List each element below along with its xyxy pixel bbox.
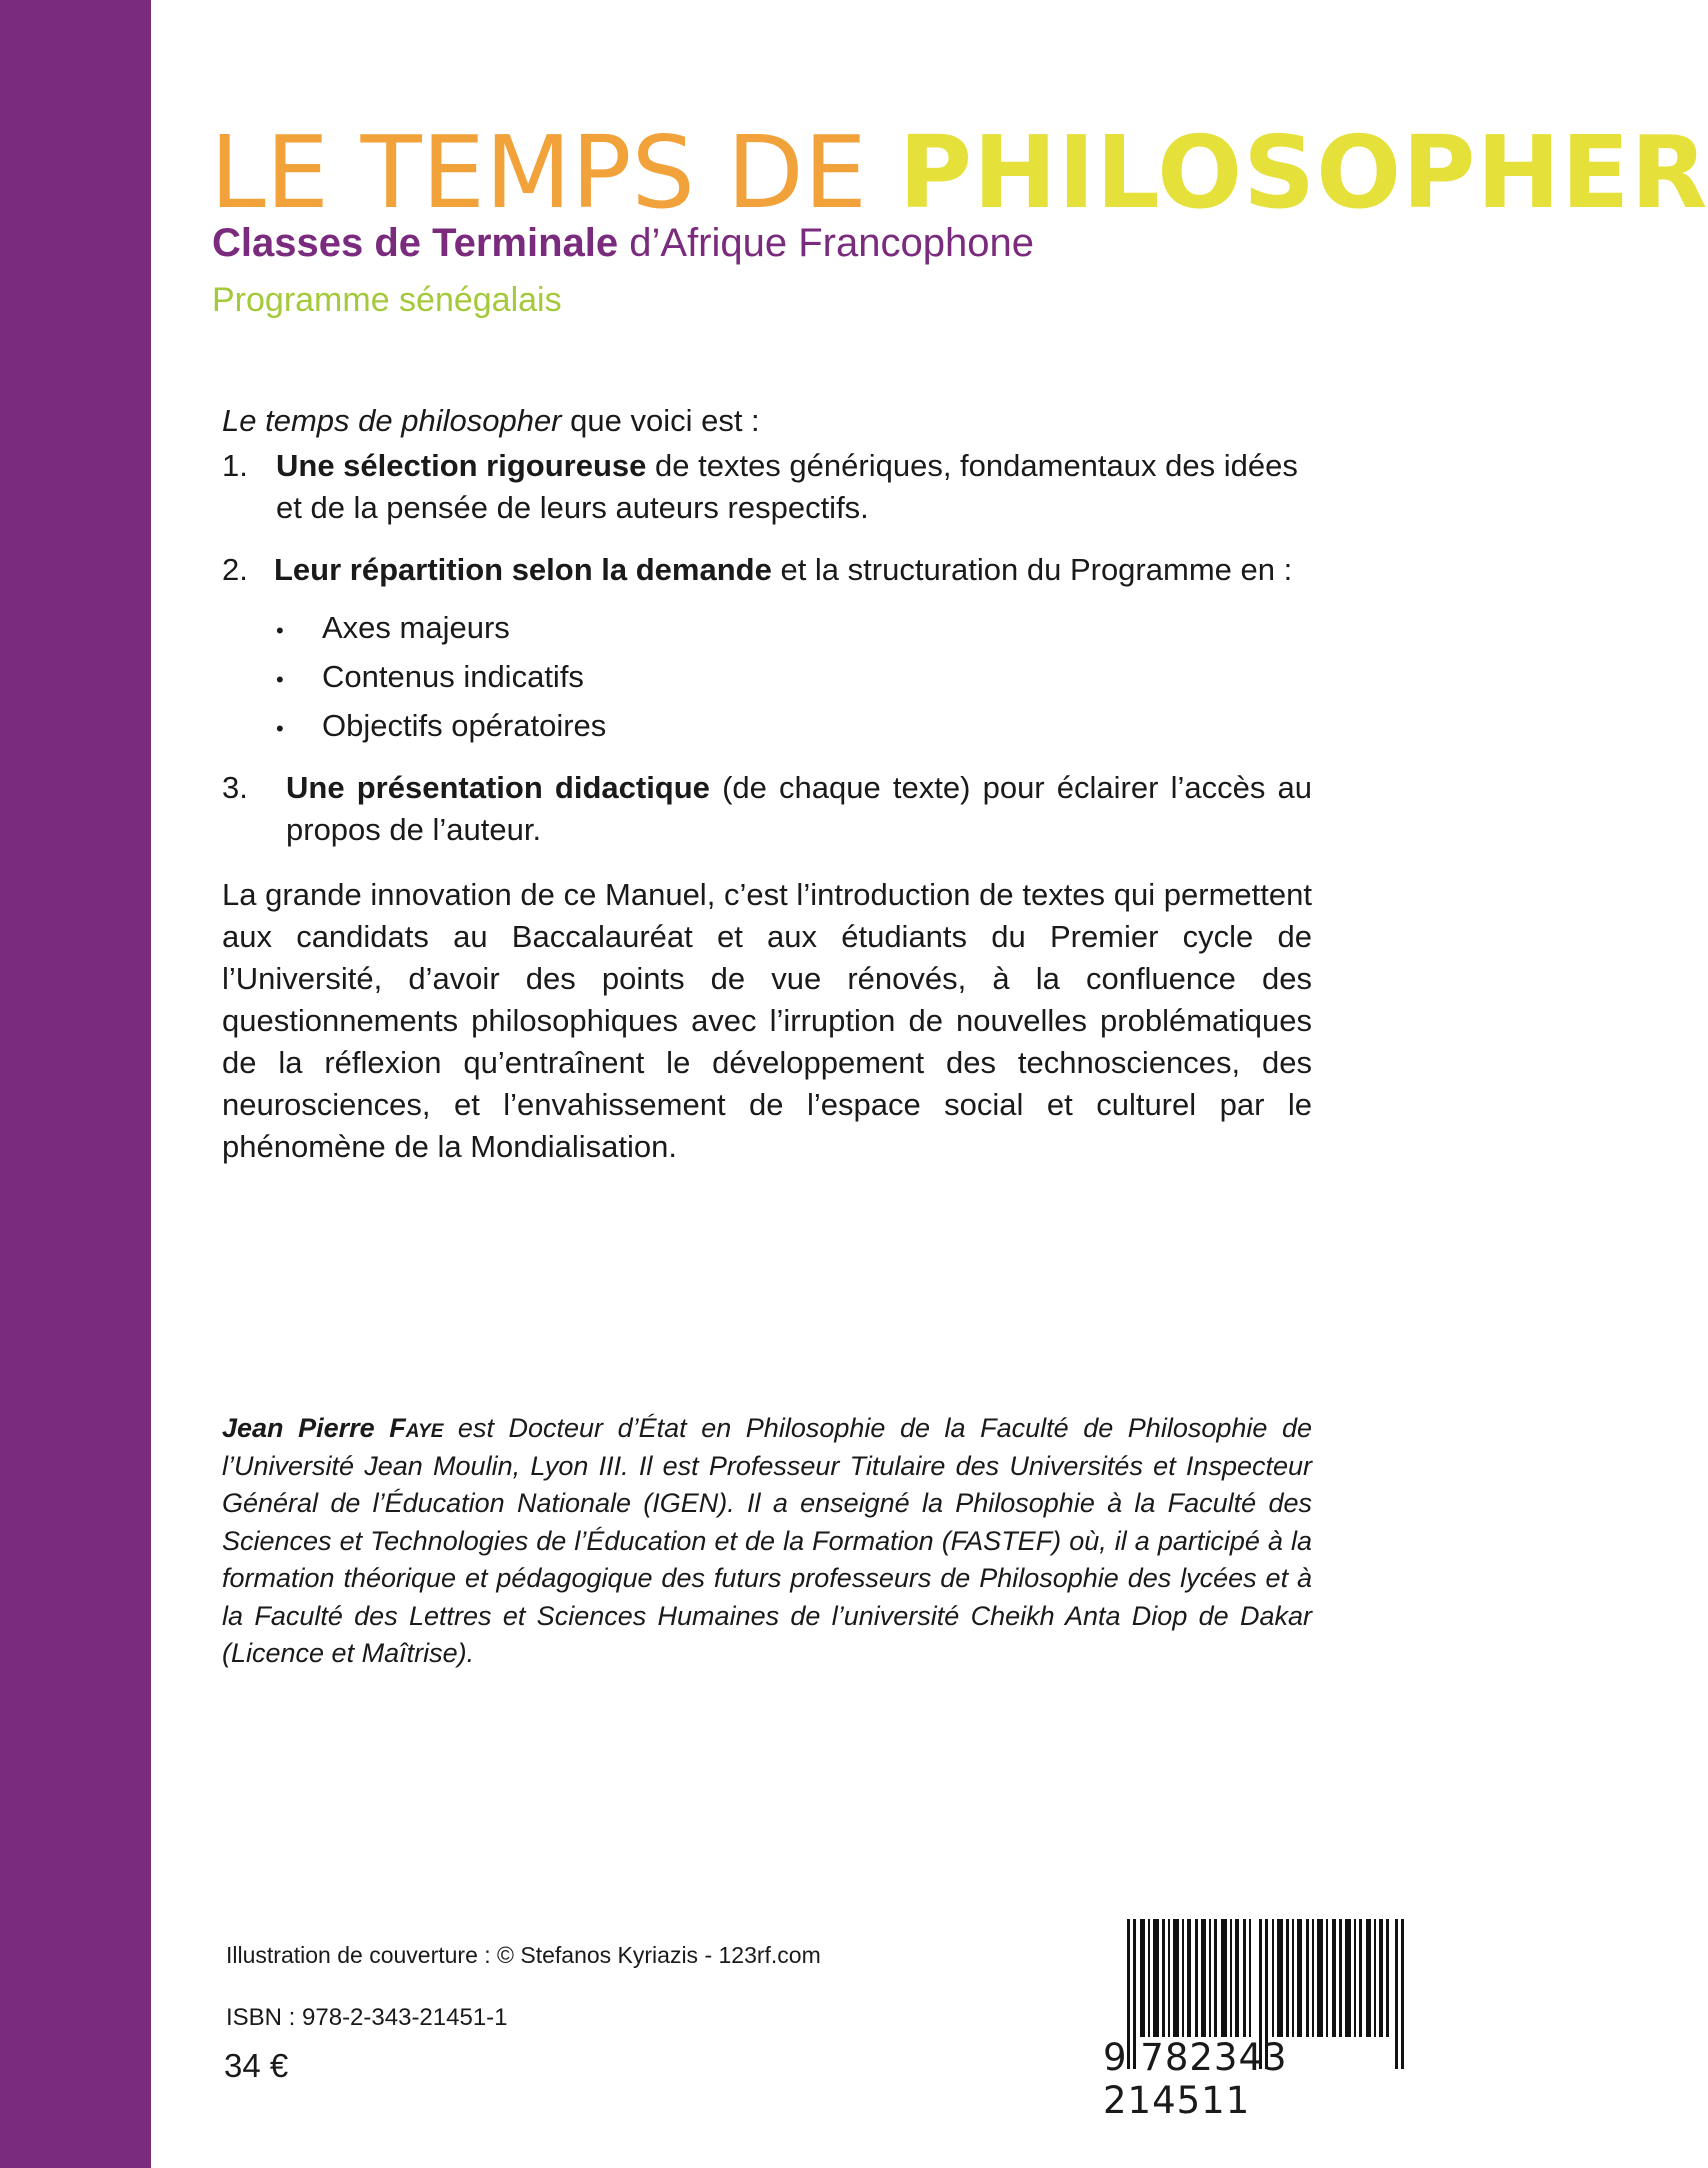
author-bio-text: est Docteur d’État en Philosophie de la Faculté de Philosophie de l’Université Jean Moulin, Lyon III. Il est Professeur Titulaire des Universités et Inspecteur Général de l’Éducation Nationale (IGEN). Il a enseigné la Philosophie à la Faculté des Sciences et Technologies de l’Éducation et de la Formation (FASTEF) où, il a participé à la formation théorique et pédagogique des futurs professeurs de Philosophie des lycées et à la Faculté des Lettres et Sciences Humaines de l’université Cheikh Anta Diop de Dakar (Licence et Maîtrise). xyxy=(222,1413,1312,1668)
bullet-dot-icon: • xyxy=(276,716,284,741)
list-item-number: 1. xyxy=(222,448,248,483)
subtitle-regular: d’Afrique Francophone xyxy=(618,221,1034,265)
title-part-bold: PHILOSOPHER xyxy=(898,114,1708,231)
list-item-3 xyxy=(222,767,1312,851)
bullet-dot-icon: • xyxy=(276,618,284,643)
subtitle-bold: Classes de Terminale xyxy=(212,221,619,265)
list-item-number: 2. xyxy=(222,552,248,587)
list-item-bold: Une sélection rigoureuse xyxy=(276,448,647,483)
author-first-name: Jean Pierre xyxy=(222,1413,390,1443)
purple-side-band xyxy=(0,0,151,2168)
cover-credit: Illustration de couverture : © Stefanos Kyriazis - 123rf.com xyxy=(226,1942,821,1968)
list-item-text xyxy=(276,445,1312,529)
bullet-text: Objectifs opératoires xyxy=(322,708,607,743)
author-surname: Faye xyxy=(389,1413,444,1443)
book-title xyxy=(210,114,1708,231)
list-item-rest: de textes génériques, fondamentaux des idées et de la pensée de leurs auteurs respectifs. xyxy=(276,448,1298,525)
description-paragraph: La grande innovation de ce Manuel, c’est l’introduction de textes qui permettent aux candidats au Baccalauréat et aux étudiants du Premier cycle de l’Université, d’avoir des points de vue rénovés, à la confluence des questionnements philosophiques avec l’irruption de nouvelles problématiques de la réflexion qu’entraînent le développement des technosciences, des neurosciences, et l’envahissement de l’espace social et culturel par le phénomène de la Mondialisation. xyxy=(222,877,1312,1164)
title-part-light: LE TEMPS DE xyxy=(210,114,899,231)
program-label: Programme sénégalais xyxy=(212,281,562,319)
bullet-item xyxy=(276,654,606,703)
bullet-item xyxy=(276,703,606,752)
barcode-digits: 9 782343 214511 xyxy=(1103,2036,1288,2122)
intro-rest: que voici est : xyxy=(561,403,760,438)
list-item-2 xyxy=(222,549,1312,591)
list-item-rest: et la structuration du Programme en : xyxy=(771,552,1293,587)
list-item-text xyxy=(274,549,1312,591)
list-item-number: 3. xyxy=(222,770,248,805)
list-item-bold: Leur répartition selon la demande xyxy=(274,552,772,587)
list-item-text xyxy=(286,767,1312,851)
intro-italic: Le temps de philosopher xyxy=(222,403,562,438)
bullet-dot-icon: • xyxy=(276,667,284,692)
list-item-1 xyxy=(222,445,1312,529)
bullet-text: Axes majeurs xyxy=(322,610,510,645)
bullet-list xyxy=(276,605,606,752)
list-item-rest: (de chaque texte) pour éclairer l’accès au propos de l’auteur. xyxy=(286,770,1312,847)
author-bio xyxy=(222,1410,1312,1673)
bullet-item xyxy=(276,605,606,654)
list-item-bold: Une présentation didactique xyxy=(286,770,710,805)
intro-line xyxy=(222,400,760,442)
bullet-text: Contenus indicatifs xyxy=(322,659,584,694)
subtitle xyxy=(212,218,1034,268)
isbn: ISBN : 978-2-343-21451-1 xyxy=(226,2004,508,2031)
price: 34 € xyxy=(224,2047,289,2084)
